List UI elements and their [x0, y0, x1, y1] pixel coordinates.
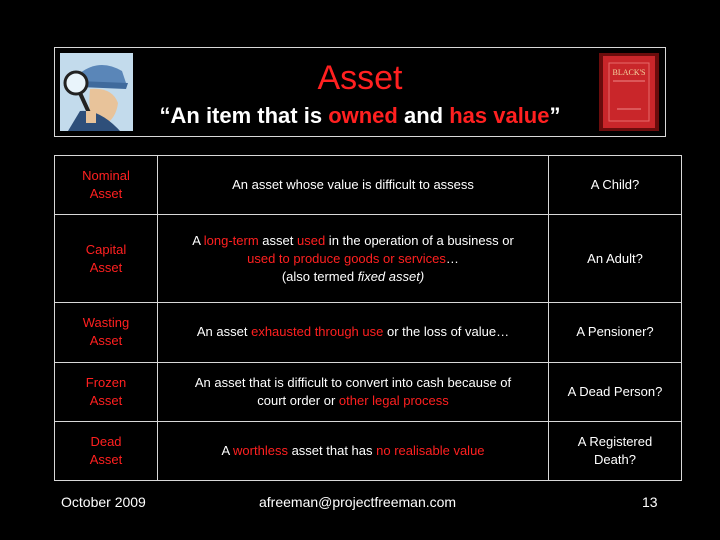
- subtitle-part: owned: [328, 103, 398, 128]
- asset-type-label: Asset: [89, 186, 123, 202]
- book-title-text: BLACK'S: [612, 68, 646, 77]
- footer-page-number: 13: [642, 494, 658, 510]
- description-segment: A: [192, 232, 204, 248]
- description-segment: (also termed: [281, 268, 358, 284]
- asset-type-label: Asset: [89, 333, 123, 349]
- life-stage-label: A Registered: [577, 433, 653, 449]
- subtitle-part: “An item that is: [159, 103, 329, 128]
- asset-type-cell: [55, 215, 158, 303]
- footer-email: afreeman@projectfreeman.com: [259, 494, 457, 510]
- life-stage-cell: [549, 421, 682, 480]
- table-row: [55, 215, 682, 303]
- table-row: [55, 421, 682, 480]
- asset-description-cell: [158, 421, 549, 480]
- description-segment: An asset whose value is difficult to assess: [232, 177, 474, 193]
- life-stage-label: An Adult?: [587, 250, 643, 266]
- red-law-book-illustration: [599, 53, 659, 131]
- slide-subtitle: [55, 103, 665, 129]
- subtitle-part: ”: [549, 103, 561, 128]
- description-segment: long-term: [203, 232, 259, 248]
- life-stage-label: Death?: [594, 451, 636, 467]
- slide-title: Asset: [317, 59, 403, 97]
- table-row: [55, 303, 682, 362]
- description-line: [164, 442, 542, 460]
- life-stage-label: A Dead Person?: [567, 383, 663, 399]
- description-segment: …: [445, 250, 459, 266]
- description-segment: court order or: [257, 392, 339, 408]
- description-segment: asset: [258, 232, 297, 248]
- description-segment: asset that has: [287, 442, 377, 458]
- description-segment: worthless: [233, 442, 288, 458]
- asset-description-cell: [158, 156, 549, 215]
- asset-type-label: Capital: [85, 241, 127, 257]
- table-row: [55, 362, 682, 421]
- life-stage-cell: [549, 215, 682, 303]
- life-stage-label: A Child?: [590, 177, 640, 193]
- asset-type-label: Frozen: [85, 374, 127, 390]
- asset-type-label: Asset: [89, 259, 123, 275]
- life-stage-cell: [549, 156, 682, 215]
- description-segment: other legal process: [338, 392, 449, 408]
- table-row: [55, 156, 682, 215]
- description-segment: A: [221, 442, 234, 458]
- description-line: [164, 250, 542, 268]
- description-segment: used: [296, 232, 326, 248]
- asset-type-cell: [55, 362, 158, 421]
- asset-type-label: Nominal: [82, 168, 130, 184]
- asset-type-cell: [55, 421, 158, 480]
- asset-description-cell: [158, 303, 549, 362]
- subtitle-part: and: [397, 103, 450, 128]
- life-stage-label: A Pensioner?: [576, 324, 654, 340]
- description-line: [164, 323, 542, 341]
- asset-type-label: Dead: [90, 433, 122, 449]
- asset-type-label: Asset: [89, 451, 123, 467]
- life-stage-cell: [549, 362, 682, 421]
- description-segment: no realisable value: [376, 442, 485, 458]
- description-segment: exhausted through use: [251, 324, 384, 340]
- asset-type-cell: [55, 303, 158, 362]
- asset-type-label: Asset: [89, 392, 123, 408]
- footer-date: October 2009: [61, 494, 146, 510]
- description-line: [164, 176, 542, 194]
- description-segment: in the operation of a business or: [325, 232, 514, 248]
- subtitle-part: has value: [449, 103, 550, 128]
- slide-header: [54, 47, 666, 137]
- description-segment: used to produce goods or services: [247, 250, 446, 266]
- description-line: [164, 392, 542, 410]
- description-line: [164, 232, 542, 250]
- asset-description-cell: [158, 215, 549, 303]
- description-segment: or the loss of value…: [383, 324, 510, 340]
- asset-type-cell: [55, 156, 158, 215]
- asset-description-cell: [158, 362, 549, 421]
- asset-type-label: Wasting: [82, 315, 130, 331]
- description-line: [164, 374, 542, 392]
- description-segment: An asset that is difficult to convert into cash because of: [194, 374, 512, 390]
- life-stage-cell: [549, 303, 682, 362]
- description-line: [164, 268, 542, 286]
- asset-table: [54, 155, 682, 481]
- description-segment: An asset: [196, 324, 252, 340]
- description-segment: fixed asset): [357, 268, 425, 284]
